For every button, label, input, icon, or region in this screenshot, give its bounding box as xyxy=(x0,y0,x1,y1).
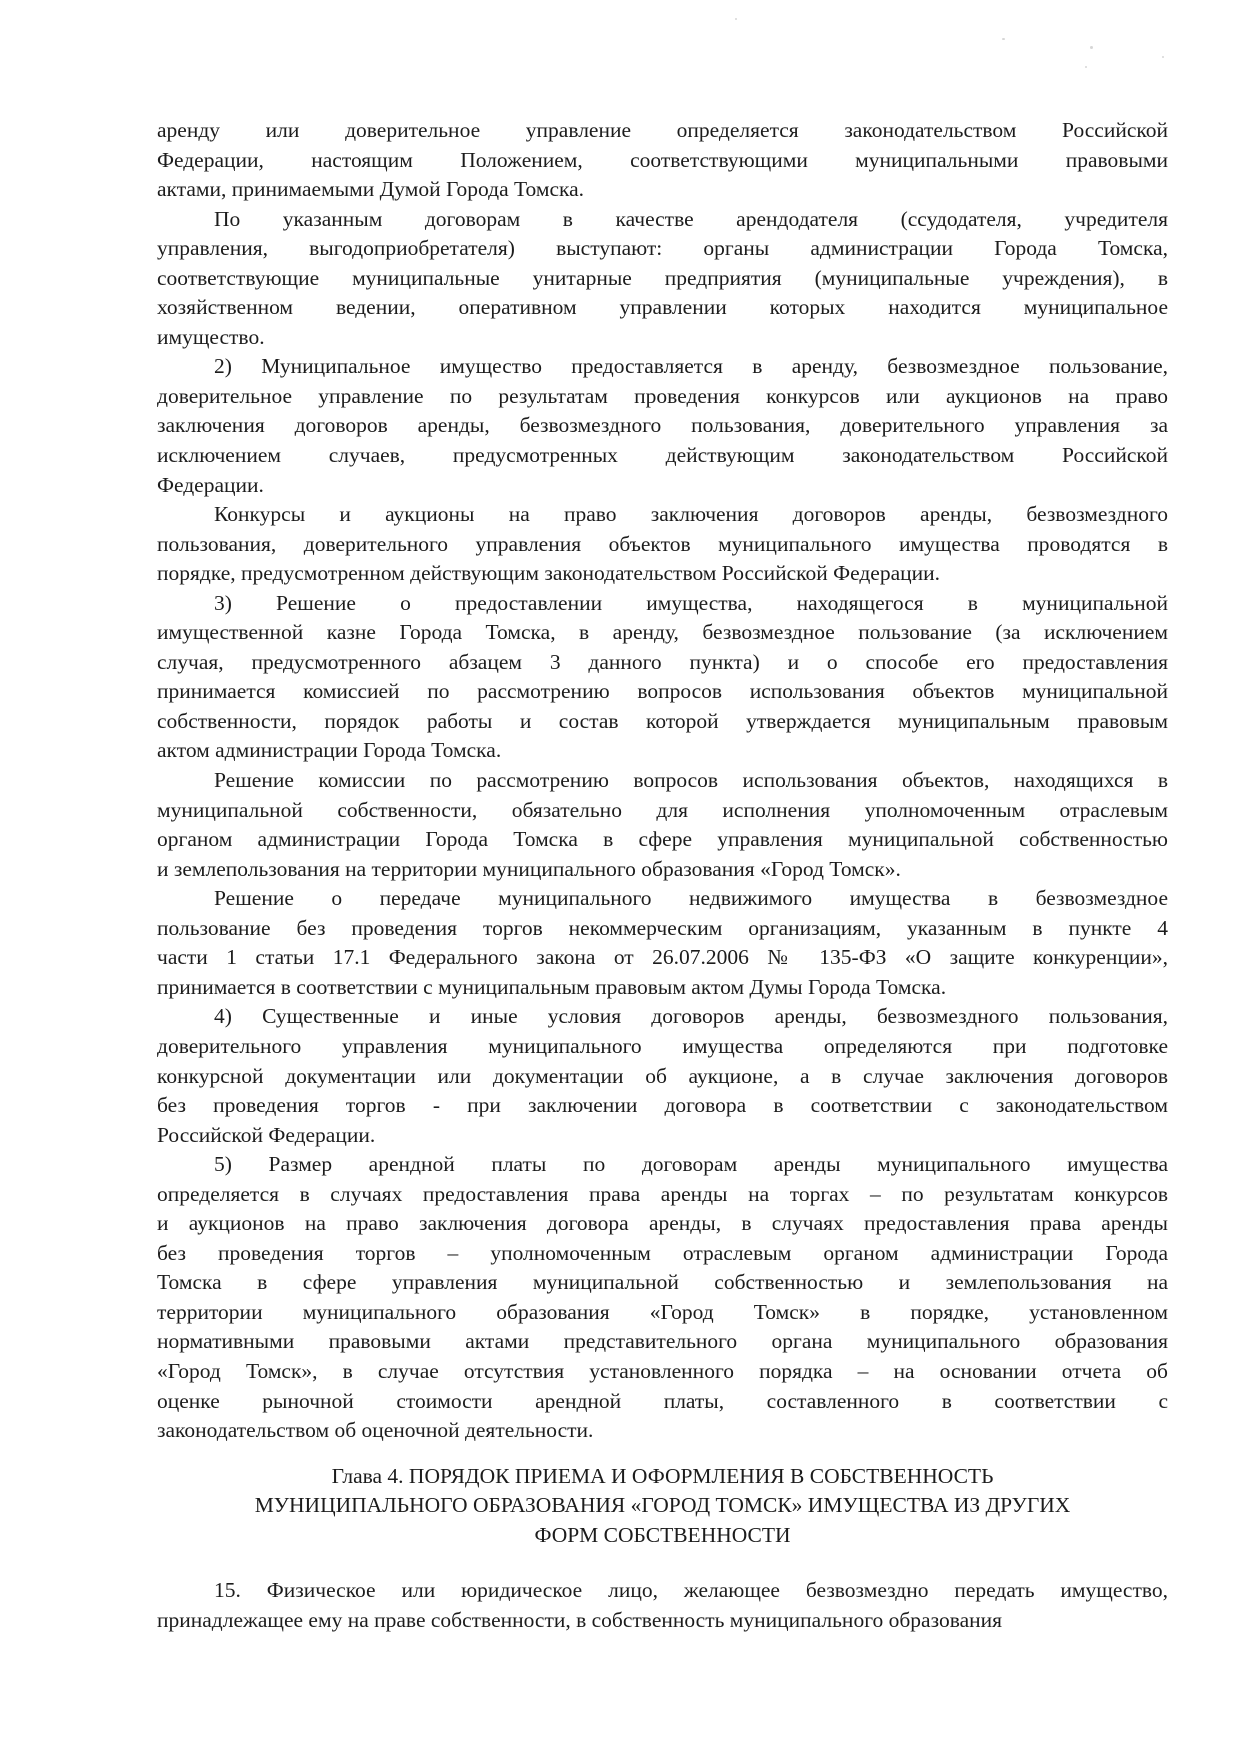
text-line: определяется в случаях предоставления права аренды на торгах – по результатам конкурсов xyxy=(157,1181,1168,1206)
text-line: управления, выгодоприобретателя) выступают: органы администрации Города Томска, xyxy=(157,236,1168,261)
text-line: 3) Решение о предоставлении имущества, находящегося в муниципальной xyxy=(214,590,1168,615)
text-line: и аукционов на право заключения договора аренды, в случаях предоставления права аренды xyxy=(157,1211,1168,1236)
scan-speck xyxy=(1162,56,1164,58)
text-line: без проведения торгов – уполномоченным отраслевым органом администрации Города xyxy=(157,1240,1168,1265)
paragraph-continuation xyxy=(157,116,1168,205)
text-line: исключением случаев, предусмотренных действующим законодательством Российской xyxy=(157,443,1168,468)
text-line: нормативными правовыми актами представительного органа муниципального образования xyxy=(157,1329,1168,1354)
text-line: Федерации. xyxy=(157,472,264,497)
text-line: принимается комиссией по рассмотрению вопросов использования объектов муниципальной xyxy=(157,679,1168,704)
text-line: пользование без проведения торгов некоммерческим организациям, указанным в пункте 4 xyxy=(157,915,1168,940)
text-line: собственности, порядок работы и состав которой утверждается муниципальным правовым xyxy=(157,708,1168,733)
text-line: соответствующие муниципальные унитарные предприятия (муниципальные учреждения), в xyxy=(157,265,1168,290)
text-line: 4) Существенные и иные условия договоров аренды, безвозмездного пользования, xyxy=(214,1004,1168,1029)
paragraph-item-3 xyxy=(157,589,1168,766)
text-line: территории муниципального образования «Город Томск» в порядке, установленном xyxy=(157,1299,1168,1324)
paragraph-item-2 xyxy=(157,352,1168,500)
text-line: без проведения торгов - при заключении договора в соответствии с законодательством xyxy=(157,1093,1168,1118)
text-line: аренду или доверительное управление определяется законодательством Российской xyxy=(157,118,1168,142)
text-line: По указанным договорам в качестве арендодателя (ссудодателя, учредителя xyxy=(214,206,1168,231)
text-line: части 1 статьи 17.1 Федерального закона от 26.07.2006 № 135-ФЗ «О защите конкуренции», xyxy=(157,945,1168,970)
chapter-heading xyxy=(157,1462,1168,1551)
paragraph-konkursy-i-auktsiony xyxy=(157,500,1168,589)
paragraph-reshenie-o-peredache xyxy=(157,884,1168,1002)
text-line: Федерации, настоящим Положением, соответствующими муниципальными правовыми xyxy=(157,147,1168,172)
text-line: Конкурсы и аукционы на право заключения договоров аренды, безвозмездного xyxy=(214,502,1168,527)
text-line: муниципальной собственности, обязательно для исполнения уполномоченным отраслевым xyxy=(157,797,1168,822)
text-line: оценке рыночной стоимости арендной платы, составленного в соответствии с xyxy=(157,1388,1168,1413)
text-line: ФОРМ СОБСТВЕННОСТИ xyxy=(534,1522,791,1547)
paragraph-item-4 xyxy=(157,1002,1168,1150)
text-line: принимается в соответствии с муниципальным правовым актом Думы Города Томска. xyxy=(157,974,947,999)
text-line: заключения договоров аренды, безвозмездного пользования, доверительного управления за xyxy=(157,413,1168,438)
text-line: доверительного управления муниципального имущества определяются при подготовке xyxy=(157,1033,1168,1058)
paragraph-reshenie-komissii xyxy=(157,766,1168,884)
text-line: пользования, доверительного управления объектов муниципального имущества проводятся в xyxy=(157,531,1168,556)
scan-speck xyxy=(1085,66,1087,68)
text-line: принадлежащее ему на праве собственности, в собственность муниципального образования xyxy=(157,1607,1003,1632)
text-line: Томска в сфере управления муниципальной собственностью и землепользования на xyxy=(157,1270,1168,1295)
text-block xyxy=(157,116,1168,1635)
text-line: и землепользования на территории муниципального образования «Город Томск». xyxy=(157,856,901,881)
scan-speck xyxy=(735,18,737,20)
text-line: имущество. xyxy=(157,324,265,349)
text-line: хозяйственном ведении, оперативном управлении которых находится муниципальное xyxy=(157,295,1168,320)
paragraph-item-15 xyxy=(157,1576,1168,1635)
text-line: органом администрации Города Томска в сфере управления муниципальной собственностью xyxy=(157,827,1168,852)
text-line: Решение о передаче муниципального недвижимого имущества в безвозмездное xyxy=(214,886,1168,911)
text-line: порядке, предусмотренном действующим законодательством Российской Федерации. xyxy=(157,561,941,586)
text-line: 5) Размер арендной платы по договорам аренды муниципального имущества xyxy=(214,1152,1168,1177)
scan-speck xyxy=(1090,46,1093,49)
text-line: 2) Муниципальное имущество предоставляется в аренду, безвозмездное пользование, xyxy=(214,354,1168,379)
paragraph-item-5 xyxy=(157,1150,1168,1445)
scan-speck xyxy=(1002,38,1005,40)
text-line: 15. Физическое или юридическое лицо, желающее безвозмездно передать имущество, xyxy=(214,1578,1168,1603)
text-line: «Город Томск», в случае отсутствия установленного порядка – на основании отчета об xyxy=(157,1358,1168,1383)
text-line: Решение комиссии по рассмотрению вопросов использования объектов, находящихся в xyxy=(214,768,1168,793)
text-line: имущественной казне Города Томска, в аренду, безвозмездное пользование (за исключением xyxy=(157,620,1168,645)
text-line: актами, принимаемыми Думой Города Томска. xyxy=(157,177,585,202)
text-line: случая, предусмотренного абзацем 3 данного пункта) и о способе его предоставления xyxy=(157,649,1168,674)
text-line: Глава 4. ПОРЯДОК ПРИЕМА И ОФОРМЛЕНИЯ В СОБСТВЕННОСТЬ xyxy=(331,1463,994,1488)
text-line: законодательством об оценочной деятельности. xyxy=(157,1418,594,1443)
text-line: актом администрации Города Томска. xyxy=(157,738,502,763)
text-line: доверительное управление по результатам проведения конкурсов или аукционов на право xyxy=(157,383,1168,408)
text-line: Российской Федерации. xyxy=(157,1122,376,1147)
text-line: конкурсной документации или документации об аукционе, а в случае заключения договоров xyxy=(157,1063,1168,1088)
text-line: МУНИЦИПАЛЬНОГО ОБРАЗОВАНИЯ «ГОРОД ТОМСК» ИМУЩЕСТВА ИЗ ДРУГИХ xyxy=(254,1493,1071,1518)
paragraph-po-ukazannym-dogovoram xyxy=(157,205,1168,353)
